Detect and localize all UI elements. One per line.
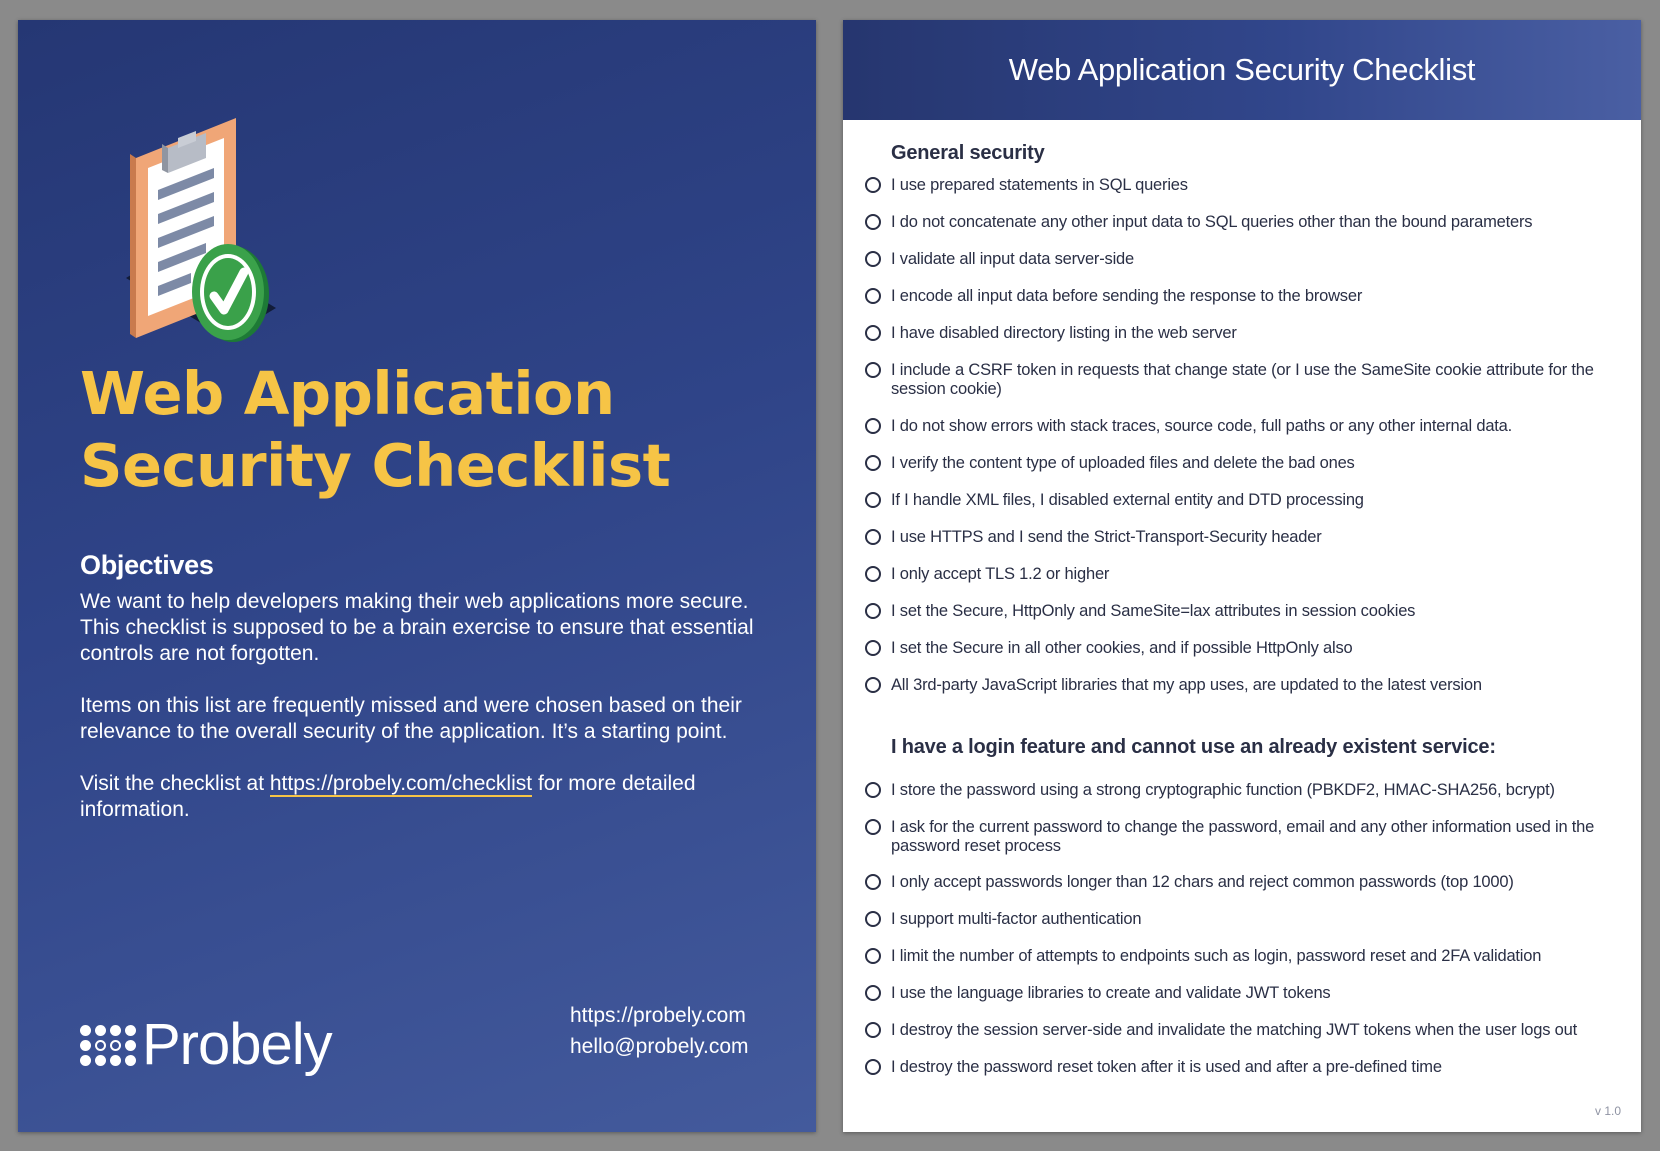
checklist-item-label: I validate all input data server-side <box>891 250 1134 268</box>
checklist-item-label: I set the Secure in all other cookies, and if possible HttpOnly also <box>891 639 1353 657</box>
checklist-login <box>865 781 1605 1095</box>
checkbox-circle-icon[interactable] <box>865 782 881 798</box>
visit-prefix: Visit the checklist at <box>80 772 265 795</box>
checkbox-circle-icon[interactable] <box>865 874 881 890</box>
website-link[interactable]: https://probely.com <box>570 1004 746 1027</box>
section-heading-general: General security <box>891 142 1045 164</box>
checkbox-circle-icon[interactable] <box>865 325 881 341</box>
checklist-item[interactable] <box>865 324 1605 361</box>
checkmark-badge-icon <box>186 238 276 348</box>
checklist-page <box>843 20 1641 1132</box>
visit-suffix: for more detailed information. <box>80 772 696 821</box>
checklist-item[interactable] <box>865 213 1605 250</box>
checklist-item[interactable] <box>865 818 1605 873</box>
checkbox-circle-icon[interactable] <box>865 455 881 471</box>
checklist-item-label: I destroy the password reset token after it is used and after a pre-defined time <box>891 1058 1442 1076</box>
checklist-item-label: I do not show errors with stack traces, source code, full paths or any other internal data. <box>891 417 1513 435</box>
checkbox-circle-icon[interactable] <box>865 985 881 1001</box>
checklist-header <box>843 20 1641 120</box>
checkbox-circle-icon[interactable] <box>865 177 881 193</box>
section-heading-login: I have a login feature and cannot use an already existent service: <box>891 736 1496 758</box>
checklist-item[interactable] <box>865 602 1605 639</box>
checklist-title: Web Application Security Checklist <box>1008 52 1476 87</box>
objectives-visit <box>80 771 760 823</box>
checkbox-circle-icon[interactable] <box>865 677 881 693</box>
checklist-item[interactable] <box>865 287 1605 324</box>
checklist-general <box>865 176 1605 713</box>
checklist-item-label: I do not concatenate any other input data to SQL queries other than the bound parameters <box>891 213 1533 231</box>
checklist-item[interactable] <box>865 1058 1605 1095</box>
checklist-item-label: I ask for the current password to change the password, email and any other information used in the password reset process <box>891 818 1595 855</box>
checkbox-circle-icon[interactable] <box>865 1022 881 1038</box>
checklist-item[interactable] <box>865 910 1605 947</box>
checklist-item-label: I verify the content type of uploaded files and delete the bad ones <box>891 454 1355 472</box>
checkbox-circle-icon[interactable] <box>865 529 881 545</box>
checkbox-circle-icon[interactable] <box>865 492 881 508</box>
checklist-item-label: I only accept passwords longer than 12 chars and reject common passwords (top 1000) <box>891 873 1514 891</box>
checklist-item[interactable] <box>865 491 1605 528</box>
cover-title-line1: Web Application <box>80 359 615 428</box>
checkbox-circle-icon[interactable] <box>865 948 881 964</box>
checklist-item[interactable] <box>865 781 1605 818</box>
checklist-item-label: I have disabled directory listing in the web server <box>891 324 1237 342</box>
checkbox-circle-icon[interactable] <box>865 640 881 656</box>
checklist-item-label: All 3rd-party JavaScript libraries that my app uses, are updated to the latest version <box>891 676 1482 694</box>
checklist-item[interactable] <box>865 873 1605 910</box>
checklist-item-label: If I handle XML files, I disabled external entity and DTD processing <box>891 491 1364 509</box>
checkbox-circle-icon[interactable] <box>865 1059 881 1075</box>
checkbox-circle-icon[interactable] <box>865 603 881 619</box>
checklist-item-label: I store the password using a strong cryptographic function (PBKDF2, HMAC-SHA256, bcrypt) <box>891 781 1555 799</box>
version-label: v 1.0 <box>1594 1104 1621 1118</box>
checklist-item[interactable] <box>865 1021 1605 1058</box>
objectives-paragraph-2: Items on this list are frequently missed and were chosen based on their relevance to the overall security of the application. It’s a starting point. <box>80 694 742 743</box>
checklist-item-label: I only accept TLS 1.2 or higher <box>891 565 1110 583</box>
checklist-item[interactable] <box>865 639 1605 676</box>
checklist-item-label: I include a CSRF token in requests that change state (or I use the SameSite cookie attribute for the session cookie) <box>891 361 1594 398</box>
cover-title <box>80 358 760 502</box>
cover-page <box>18 20 816 1132</box>
checklist-item-label: I use prepared statements in SQL queries <box>891 176 1188 194</box>
checklist-link[interactable]: https://probely.com/checklist <box>269 772 533 795</box>
checklist-item[interactable] <box>865 676 1605 713</box>
checklist-item[interactable] <box>865 947 1605 984</box>
cover-title-line2: Security Checklist <box>80 431 671 500</box>
checkbox-circle-icon[interactable] <box>865 566 881 582</box>
checklist-item-label: I use the language libraries to create and validate JWT tokens <box>891 984 1331 1002</box>
checkbox-circle-icon[interactable] <box>865 288 881 304</box>
checklist-item[interactable] <box>865 454 1605 491</box>
checklist-item[interactable] <box>865 528 1605 565</box>
objectives-heading: Objectives <box>80 550 214 580</box>
checklist-item[interactable] <box>865 176 1605 213</box>
checklist-item-label: I set the Secure, HttpOnly and SameSite=lax attributes in session cookies <box>891 602 1416 620</box>
checkbox-circle-icon[interactable] <box>865 911 881 927</box>
checkbox-circle-icon[interactable] <box>865 362 881 378</box>
probely-logo-icon <box>80 1025 136 1066</box>
checklist-item[interactable] <box>865 984 1605 1021</box>
checklist-item[interactable] <box>865 417 1605 454</box>
checkbox-circle-icon[interactable] <box>865 214 881 230</box>
checklist-item[interactable] <box>865 565 1605 602</box>
checklist-item[interactable] <box>865 250 1605 287</box>
probely-logo <box>80 1010 332 1080</box>
objectives-section <box>80 550 760 849</box>
checklist-item-label: I support multi-factor authentication <box>891 910 1142 928</box>
objectives-paragraph-1: We want to help developers making their web applications more secure. This checklist is supposed to be a brain exercise to ensure that essential controls are not forgotten. <box>80 590 754 665</box>
contact-info <box>570 1000 749 1062</box>
checkbox-circle-icon[interactable] <box>865 251 881 267</box>
checklist-item-label: I encode all input data before sending the response to the browser <box>891 287 1363 305</box>
checklist-item-label: I destroy the session server-side and invalidate the matching JWT tokens when the user logs out <box>891 1021 1577 1039</box>
checkbox-circle-icon[interactable] <box>865 819 881 835</box>
email-link[interactable]: hello@probely.com <box>570 1035 749 1058</box>
checklist-item-label: I use HTTPS and I send the Strict-Transport-Security header <box>891 528 1322 546</box>
checklist-item-label: I limit the number of attempts to endpoints such as login, password reset and 2FA validation <box>891 947 1542 965</box>
checkbox-circle-icon[interactable] <box>865 418 881 434</box>
brand-name: Probely <box>142 1012 332 1077</box>
checklist-item[interactable] <box>865 361 1605 417</box>
